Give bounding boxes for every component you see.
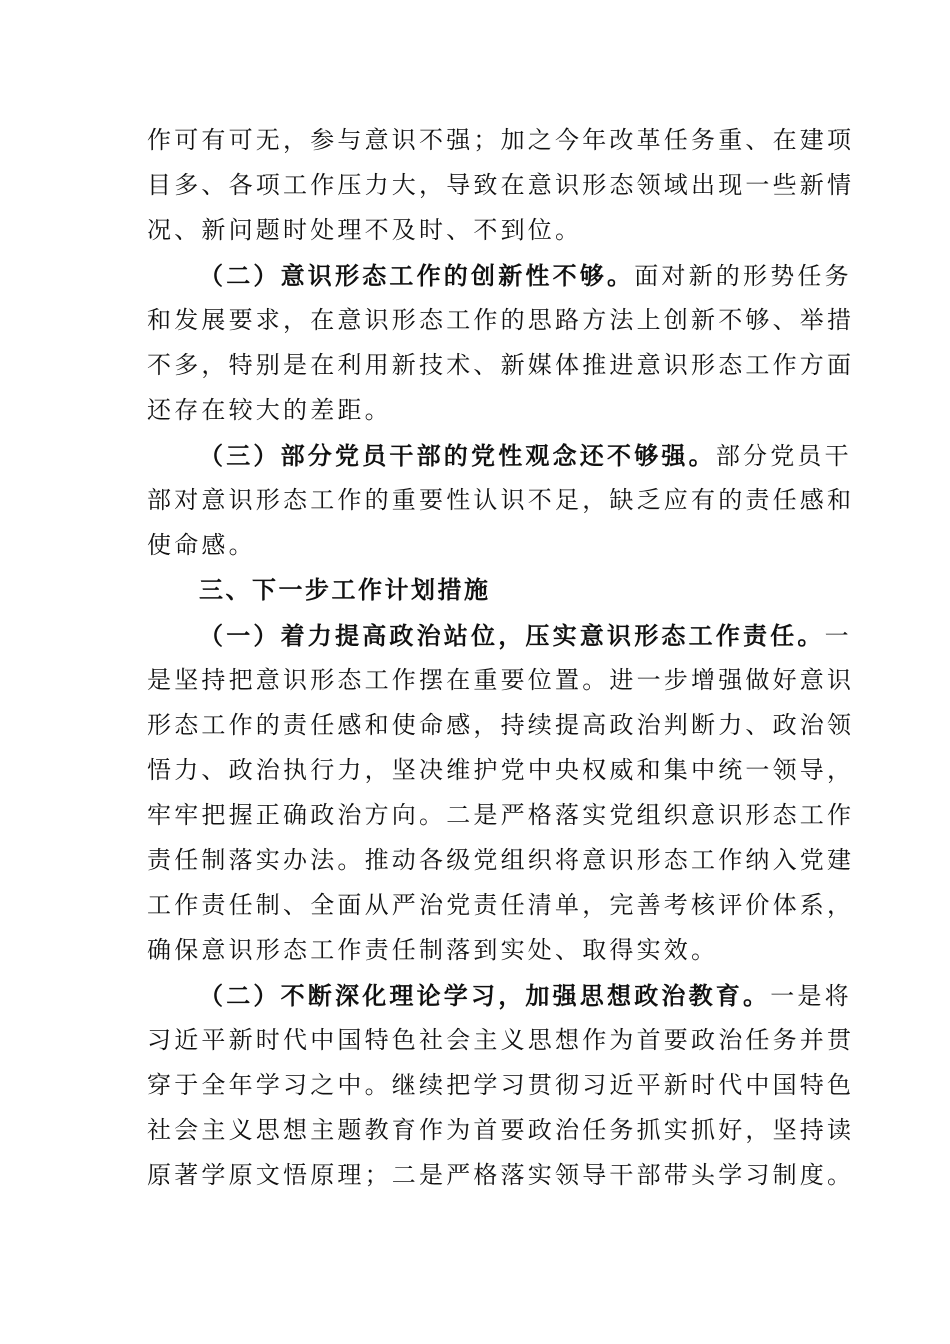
- section-heading: 三、下一步工作计划措施: [199, 576, 491, 604]
- body-text-line: 作可有可无，参与意识不强；加之今年改革任务重、在建项: [147, 126, 855, 154]
- paragraph-lead-rest: 一: [824, 622, 852, 650]
- paragraph-lead-rest: 部分党员干: [715, 442, 852, 470]
- paragraph-first-line: [147, 253, 852, 298]
- body-text-line: 穿于全年学习之中。继续把学习贯彻习近平新时代中国特色: [147, 1071, 855, 1099]
- paragraph-first-line: [147, 973, 852, 1018]
- body-text-line: 社会主义思想主题教育作为首要政治任务抓实抓好，坚持读: [147, 1116, 855, 1144]
- body-text-line: 是坚持把意识形态工作摆在重要位置。进一步增强做好意识: [147, 666, 855, 694]
- body-text-line: 牢牢把握正确政治方向。二是严格落实党组织意识形态工作: [147, 801, 855, 829]
- body-text-line: 工作责任制、全面从严治党责任清单，完善考核评价体系，: [147, 891, 855, 919]
- paragraph-first-line: [147, 433, 852, 478]
- body-text-line: 形态工作的责任感和使命感，持续提高政治判断力、政治领: [147, 711, 855, 739]
- body-text-line: 况、新问题时处理不及时、不到位。: [147, 216, 583, 244]
- body-text-line: 习近平新时代中国特色社会主义思想作为首要政治任务并贯: [147, 1026, 855, 1054]
- body-text-line: 不多，特别是在利用新技术、新媒体推进意识形态工作方面: [147, 351, 855, 379]
- body-text-line: 悟力、政治执行力，坚决维护党中央权威和集中统一领导，: [147, 756, 855, 784]
- body-text-line: 责任制落实办法。推动各级党组织将意识形态工作纳入党建: [147, 846, 855, 874]
- body-text-line: 还存在较大的差距。: [147, 396, 392, 424]
- paragraph-bold-lead: （一）着力提高政治站位，压实意识形态工作责任。: [199, 621, 825, 650]
- body-text-line: 使命感。: [147, 531, 256, 559]
- body-text-line: 目多、各项工作压力大，导致在意识形态领域出现一些新情: [147, 171, 855, 199]
- paragraph-bold-lead: （二）不断深化理论学习，加强思想政治教育。: [199, 981, 771, 1010]
- paragraph-bold-lead: （三）部分党员干部的党性观念还不够强。: [199, 441, 716, 470]
- document-page: [147, 118, 855, 1198]
- body-text-line: 原著学原文悟原理；二是严格落实领导干部带头学习制度。: [147, 1161, 855, 1189]
- body-text-line: 确保意识形态工作责任制落到实处、取得实效。: [147, 936, 719, 964]
- body-text-line: 和发展要求，在意识形态工作的思路方法上创新不够、举措: [147, 306, 855, 334]
- paragraph-lead-rest: 一是将: [770, 982, 852, 1010]
- paragraph-lead-rest: 面对新的形势任务: [634, 262, 852, 290]
- paragraph-first-line: [147, 613, 852, 658]
- body-text-line: 部对意识形态工作的重要性认识不足，缺乏应有的责任感和: [147, 486, 855, 514]
- paragraph-bold-lead: （二）意识形态工作的创新性不够。: [199, 261, 635, 290]
